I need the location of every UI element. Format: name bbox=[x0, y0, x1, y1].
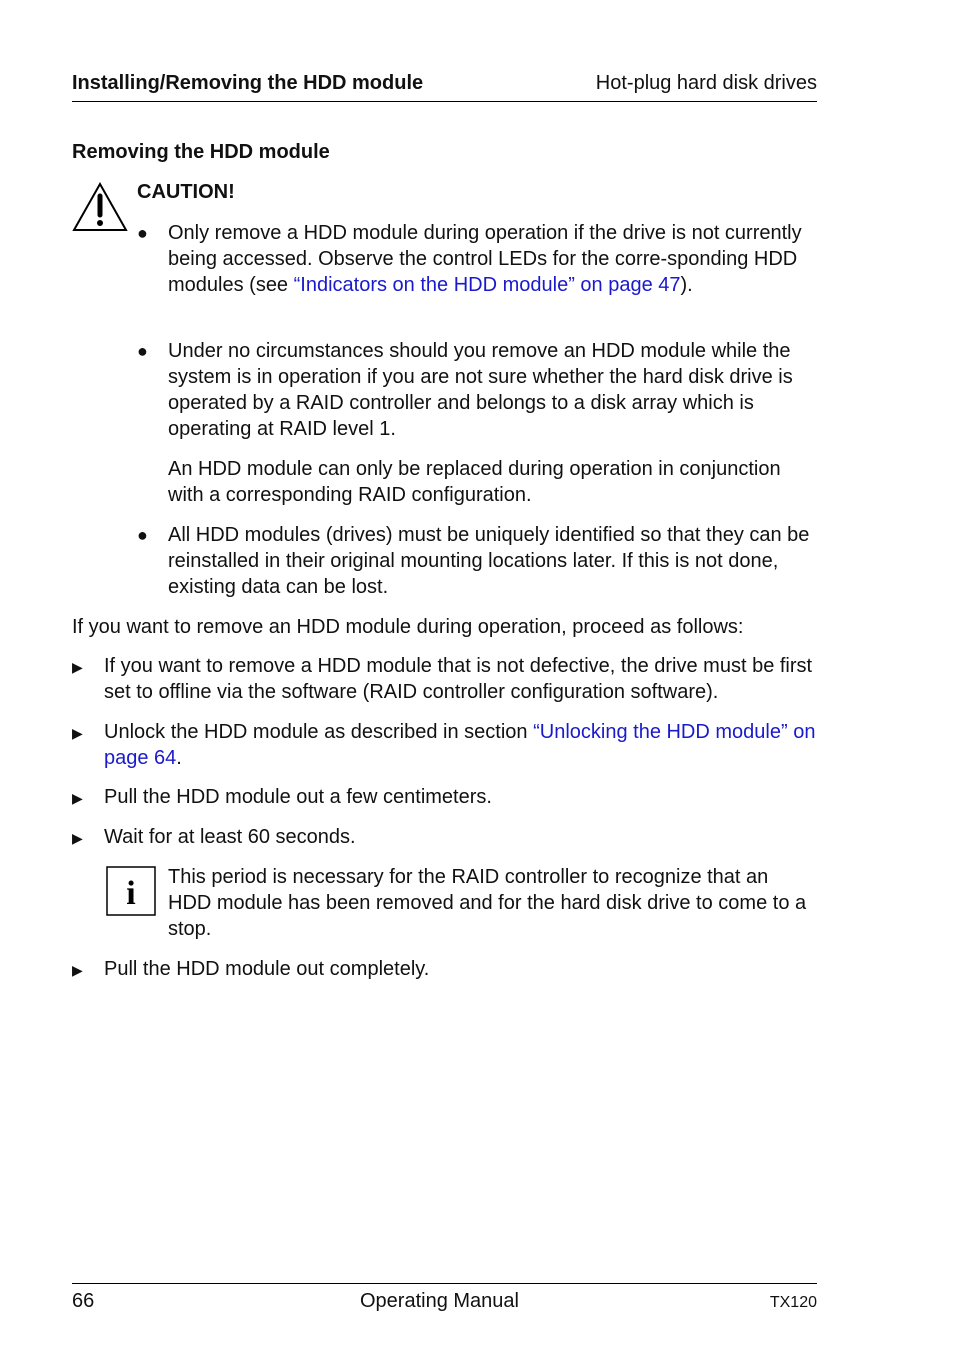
page-number: 66 bbox=[72, 1290, 95, 1312]
step-4: Wait for at least 60 seconds. bbox=[104, 826, 356, 848]
link-indicators-hdd-module[interactable]: “Indicators on the HDD module” on page 47 bbox=[293, 274, 681, 296]
bullet-dot: ● bbox=[137, 223, 148, 243]
step-2 bbox=[104, 719, 816, 771]
bullet-dot: ● bbox=[137, 341, 148, 361]
caution-bullet-2: Under no circumstances should you remove an HDD module while the system is in operation if you are not sure whether the hard disk drive is operated by a RAID controller and belongs to a disk array which is operating at RAID level 1. bbox=[168, 340, 793, 440]
header-rule bbox=[72, 101, 817, 102]
caution-bullet-1-end: ). bbox=[680, 274, 693, 296]
caution-label: CAUTION! bbox=[137, 181, 235, 203]
step-arrow-icon: ▶ bbox=[72, 790, 83, 806]
header-chapter-title: Installing/Removing the HDD module bbox=[72, 72, 424, 94]
step-arrow-icon: ▶ bbox=[72, 725, 83, 741]
link-unlocking-hdd-module[interactable]: “Unlocking the HDD module” on page 64 bbox=[104, 721, 816, 769]
svg-text:i: i bbox=[126, 875, 136, 912]
info-note: This period is necessary for the RAID controller to recognize that an HDD module has been removed and for the hard disk drive to come to a stop. bbox=[168, 866, 807, 940]
procedure-intro: If you want to remove an HDD module during operation, proceed as follows: bbox=[72, 616, 744, 638]
step-3: Pull the HDD module out a few centimeters. bbox=[104, 786, 492, 808]
step-2-text: Unlock the HDD module as described in section bbox=[104, 721, 534, 743]
caution-warning-icon bbox=[72, 182, 128, 232]
footer-manual-title: Operating Manual bbox=[360, 1290, 519, 1312]
info-icon bbox=[106, 866, 156, 916]
step-5: Pull the HDD module out completely. bbox=[104, 958, 430, 980]
header-section-title: Hot-plug hard disk drives bbox=[595, 72, 817, 94]
step-arrow-icon: ▶ bbox=[72, 962, 83, 978]
step-2-end: . bbox=[176, 747, 182, 769]
caution-bullet-1-text: Only remove a HDD module during operation if the drive is not currently being accessed. Observe the control LEDs for the corre-sponding HDD modules (see bbox=[168, 222, 802, 296]
step-arrow-icon: ▶ bbox=[72, 659, 83, 675]
bullet-dot: ● bbox=[137, 525, 148, 545]
footer-model: TX120 bbox=[769, 1294, 817, 1311]
caution-bullet-3: All HDD modules (drives) must be uniquely identified so that they can be reinstalled in their original mounting locations later. If this is not done, existing data can be lost. bbox=[168, 524, 810, 598]
section-title: Removing the HDD module bbox=[72, 141, 330, 163]
caution-bullet-2-note: An HDD module can only be replaced during operation in conjunction with a corresponding RAID configuration. bbox=[168, 458, 781, 506]
footer-rule bbox=[72, 1283, 817, 1284]
step-arrow-icon: ▶ bbox=[72, 830, 83, 846]
caution-bullet-1 bbox=[168, 220, 816, 298]
step-1: If you want to remove a HDD module that is not defective, the drive must be first set to offline via the software (RAID controller configuration software). bbox=[104, 655, 813, 703]
